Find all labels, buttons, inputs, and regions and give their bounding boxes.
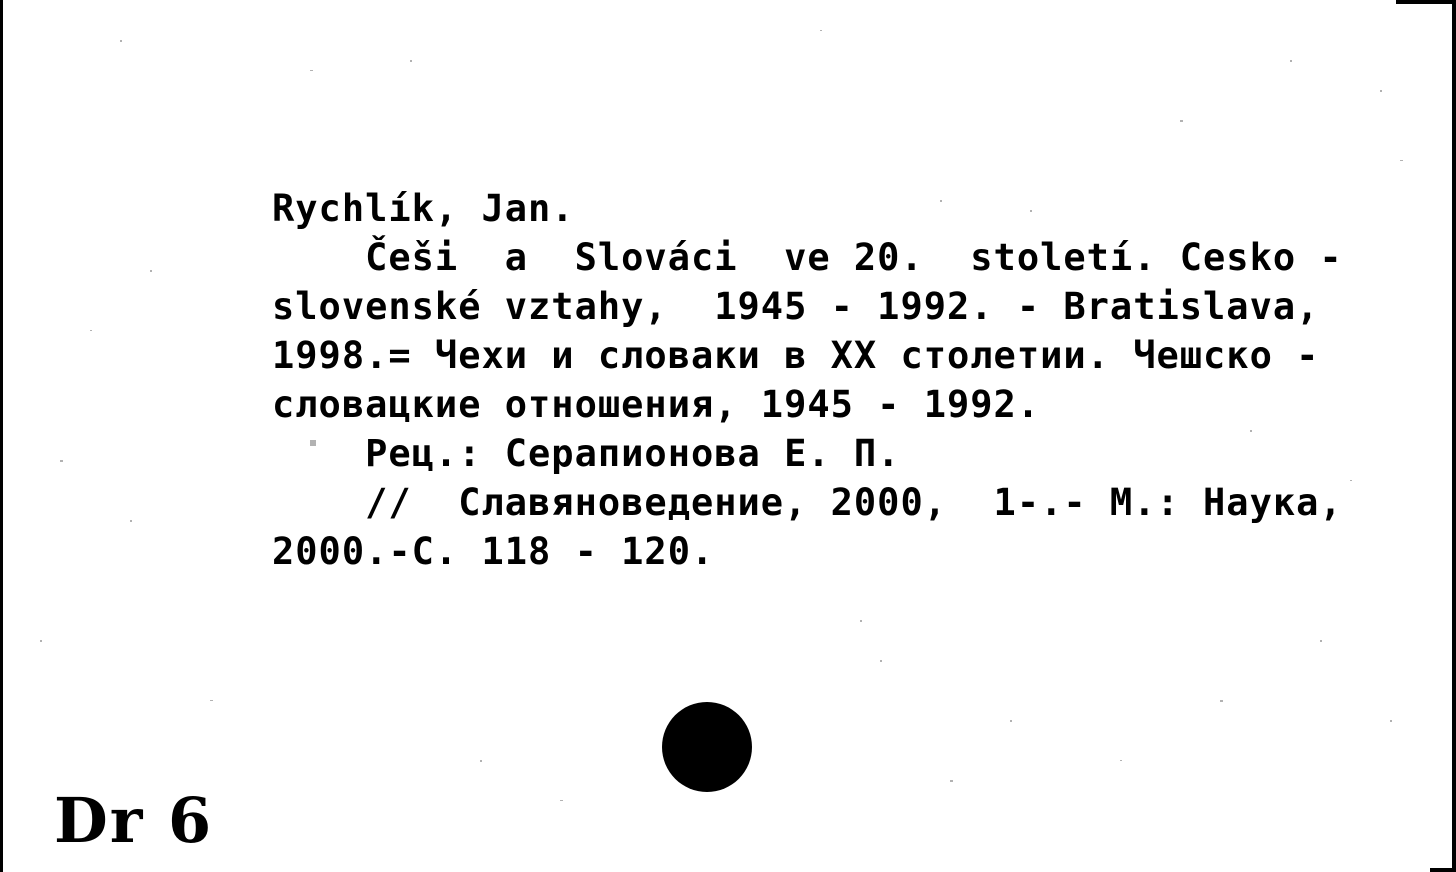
scan-edge-bottom bbox=[1430, 868, 1456, 872]
scan-edge-left bbox=[0, 0, 3, 872]
entry-line-author: Rychlík, Jan. bbox=[272, 187, 575, 230]
scan-edge-right bbox=[1452, 0, 1456, 872]
shelfmark-handwritten: Dr 6 bbox=[54, 784, 214, 857]
entry-line-translation-cont: словацкие отношения, 1945 - 1992. bbox=[272, 383, 1041, 426]
entry-line-title: Češi a Slováci ve 20. století. Cesko - bbox=[272, 236, 1343, 279]
bibliographic-entry bbox=[272, 184, 1402, 576]
scan-edge-top bbox=[1396, 0, 1456, 4]
entry-line-pages: 2000.-С. 118 - 120. bbox=[272, 530, 715, 573]
punch-hole bbox=[662, 702, 752, 792]
entry-line-source: // Славяноведение, 2000, 1-.- М.: Наука, bbox=[272, 481, 1343, 524]
entry-line-title-cont: slovenské vztahy, 1945 - 1992. - Bratislava, bbox=[272, 285, 1320, 328]
entry-line-reviewer: Рец.: Серапионова Е. П. bbox=[272, 432, 901, 475]
entry-line-translation: 1998.= Чехи и словаки в XX столетии. Чешско - bbox=[272, 334, 1320, 377]
